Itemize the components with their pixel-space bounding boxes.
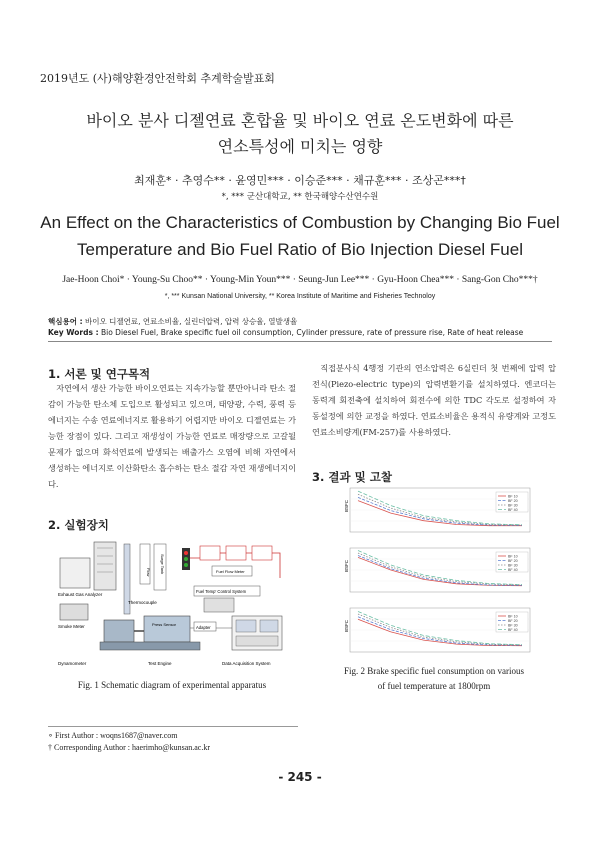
surge-label: Surge Tank <box>160 554 165 575</box>
fig2-legend-label: BF 40 <box>508 508 518 512</box>
title-ko-line1: 바이오 분사 디젤연료 혼합율 및 바이오 연료 온도변화에 따른 <box>86 111 514 130</box>
authors-ko: 최재훈* · 추영수** · 윤영민*** · 이승준*** · 채규훈*** · 조상곤***† <box>134 174 466 187</box>
footnote-first-author: ∘ First Author : woqns1687@naver.com <box>48 731 178 740</box>
fig1-caption: Fig. 1 Schematic diagram of experimental apparatus <box>77 680 267 690</box>
section-1-body: 자연에서 생산 가능한 바이오연료는 지속가능할 뿐만아니라 탄소 절감이 가능한 탄소체 도입으로 활성되고 있으며, 태양광, 수력, 풍력 등 에너지는 수송 연료에너지로 활용하기 어렵지만 바이오 디젤연료는 가능한 장점이 있다. 그리고 재생성이 가능한 연료로 매장량으로 고갈될 문제가 없으며 화석연료에 발생되는 배출가스 오염에 비해 자연에서 생성하는 에너지로 이산화탄소 흡수하는 탄소 절감 자연 재생에너지이다. <box>48 383 296 489</box>
footnote-corresponding-author: † Corresponding Author : haerimho@kunsan.ac.kr <box>48 743 211 752</box>
engine-block <box>144 616 190 642</box>
fuel-flow-label: Fuel Flow Meter <box>216 569 245 574</box>
section-1-heading: 1. 서론 및 연구목적 <box>48 367 151 381</box>
fig2-legend-label: BF 30 <box>508 623 518 628</box>
fig2-legend-label: BF 40 <box>508 628 518 632</box>
title-en-line2: Temperature and Bio Fuel Ratio of Bio Injection Diesel Fuel <box>76 240 523 259</box>
fig2-legend-label: BF 20 <box>508 619 518 623</box>
fig1-schematic <box>54 538 300 672</box>
section-3-heading: 3. 결과 및 고찰 <box>312 470 392 484</box>
fuel-temp-label: Fuel Temp' Control System <box>196 589 247 594</box>
fig2-legend-label: BF 40 <box>508 568 518 572</box>
conference-header: 2019년도 (사)해양환경안전학회 추계학술발표회 <box>40 72 275 85</box>
keywords-ko <box>48 316 297 327</box>
keywords-en <box>48 328 523 337</box>
fig2-legend-label: BF 20 <box>508 499 518 503</box>
keywords-ko-text: 바이오 디젤연료, 연료소비율, 실린더압력, 압력 상승율, 열발생율 <box>84 317 298 326</box>
header-divider <box>48 341 552 342</box>
press-label: Press Sensor <box>152 622 177 627</box>
adapter-label: Adapter <box>196 625 211 630</box>
analyzer-cabinet <box>94 542 116 590</box>
fig2-caption <box>312 664 556 694</box>
affiliation-en: *, *** Kunsan National University, ** Korea Institute of Maritime and Fisheries Technoloy <box>164 293 436 300</box>
fig2-ylabel: BSFC <box>344 499 349 512</box>
section-2-heading: 2. 실험장치 <box>48 518 109 532</box>
fig2-charts <box>330 484 540 660</box>
engine-label: Test Engine <box>148 661 172 666</box>
fig2-caption-line2: of fuel temperature at 1800rpm <box>377 681 491 691</box>
smoke-label: Smoke Meter <box>58 624 85 629</box>
analyzer-label: Exhaust Gas Analyzer <box>58 592 103 597</box>
fig2-legend-label: BF 10 <box>508 554 518 559</box>
right-paragraph: 직접분사식 4행정 기관의 연소압력은 6실린더 첫 번째에 압력 압전식(Piezo-electric type)의 압력변환기를 설치하였다. 엔코더는 동력계 회전축에 설치하여 회전수에 의한 TDC 각도로 설정하여 자동설정에 의한 교정을 하였다. 연료소비율은 용적식 유량계와 고정도 연료소비량계(FM-257)를 사용하였다. <box>312 363 556 437</box>
dyno-label: Dynamometer <box>58 661 87 666</box>
keywords-en-label: Key Words : <box>48 328 99 337</box>
flow-label: Flow <box>146 568 151 577</box>
keywords-ko-label: 핵심용어 : <box>48 317 83 326</box>
title-ko-line2: 연소특성에 미치는 영향 <box>217 137 383 156</box>
authors-en: Jae-Hoon Choi* · Young-Su Choo** · Young-Min Youn*** · Seung-Jun Lee*** · Gyu-Hoon Chea*** · Sang-Gon Cho***† <box>62 275 538 285</box>
fig2-legend-label: BF 10 <box>508 614 518 619</box>
affiliation-ko: *, *** 군산대학교, ** 한국해양수산연수원 <box>221 192 379 202</box>
fig2-legend-label: BF 30 <box>508 503 518 508</box>
fig2-legend-label: BF 10 <box>508 494 518 499</box>
page-number: - 245 - <box>278 770 322 784</box>
fig2-legend-label: BF 30 <box>508 563 518 568</box>
fig2-caption-line1: Fig. 2 Brake specific fuel consumption on various <box>344 666 524 676</box>
title-en-line1: An Effect on the Characteristics of Combustion by Changing Bio Fuel <box>40 213 560 232</box>
das-label: Data Acquisition System <box>222 661 271 666</box>
keywords-en-text: Bio Diesel Fuel, Brake specific fuel oil consumption, Cylinder pressure, rate of pressure rise, Rate of heat release <box>100 328 524 337</box>
fig2-legend-label: BF 20 <box>508 559 518 563</box>
footnote-divider <box>48 726 298 727</box>
fig2-ylabel: BSFC <box>344 619 349 632</box>
thermo-label: Thermocouple <box>128 600 157 605</box>
fig2-ylabel: BSFC <box>344 559 349 572</box>
